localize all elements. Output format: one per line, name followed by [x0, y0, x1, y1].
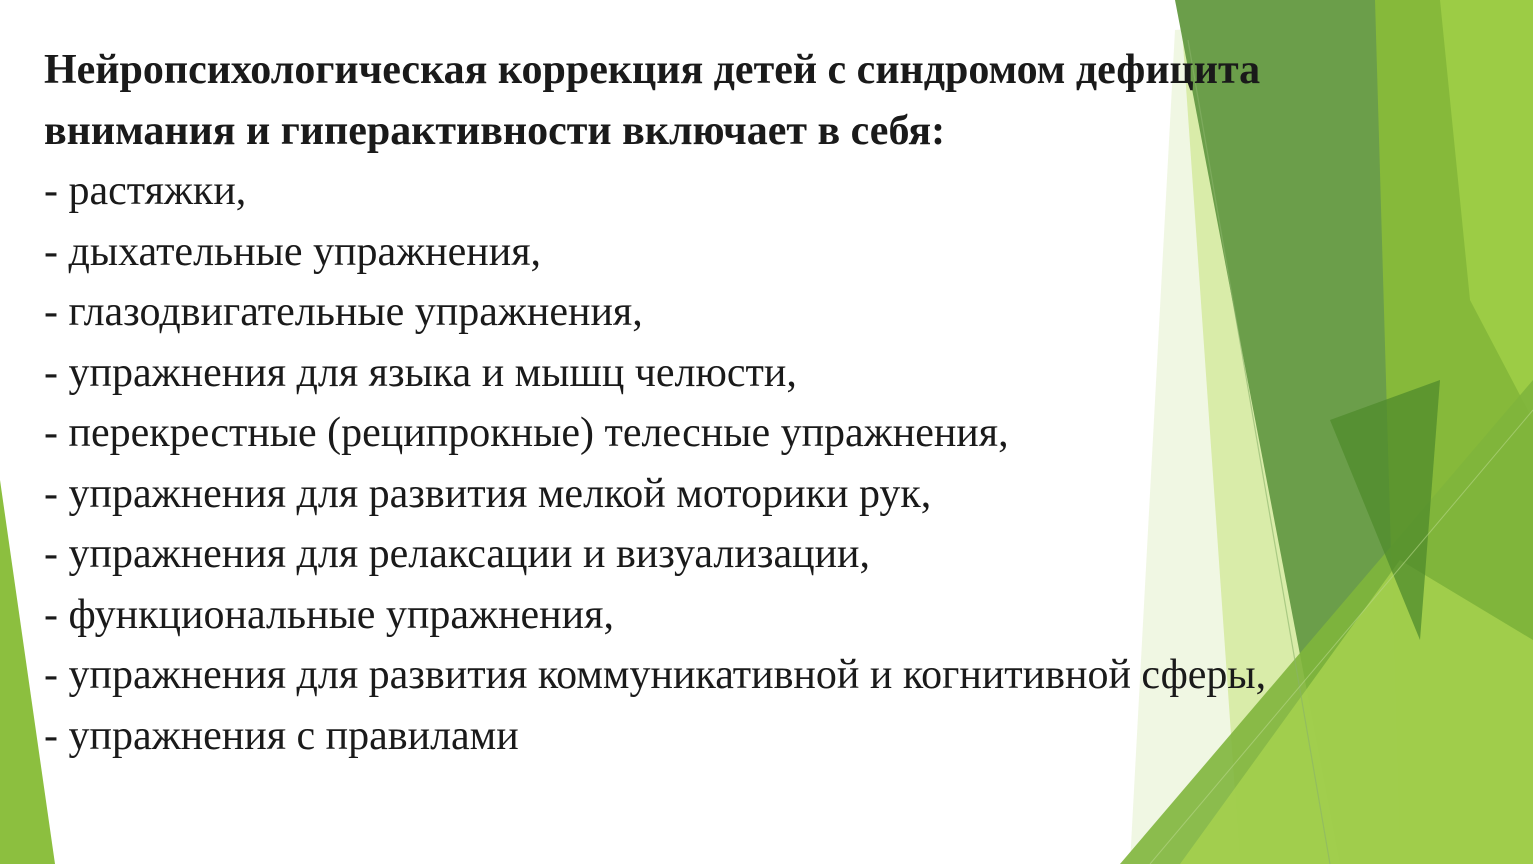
- list-item: - упражнения для развития коммуникативной и когнитивной сферы,: [44, 652, 1267, 698]
- slide-heading: [44, 40, 1464, 161]
- heading-line-2: внимания и гиперактивности включает в себя:: [44, 107, 946, 154]
- list-item: - функциональные упражнения,: [44, 591, 614, 638]
- list-item: - перекрестные (реципрокные) телесные упражнения,: [44, 410, 1009, 456]
- list-item: - упражнения для языка и мышц челюсти,: [44, 349, 797, 396]
- list-item: - упражнения с правилами: [44, 712, 519, 759]
- list-item: - глазодвигательные упражнения,: [44, 289, 643, 335]
- list-item: - дыхательные упражнения,: [44, 228, 542, 275]
- list-item: - упражнения для развития мелкой моторики рук,: [44, 470, 932, 517]
- list-item: - упражнения для релаксации и визуализации,: [44, 531, 871, 577]
- heading-line-1: Нейропсихологическая коррекция детей с синдромом дефицита: [44, 47, 1261, 93]
- slide-content: [44, 40, 1464, 766]
- exercise-list: [44, 161, 1464, 766]
- list-item: - растяжки,: [44, 168, 247, 214]
